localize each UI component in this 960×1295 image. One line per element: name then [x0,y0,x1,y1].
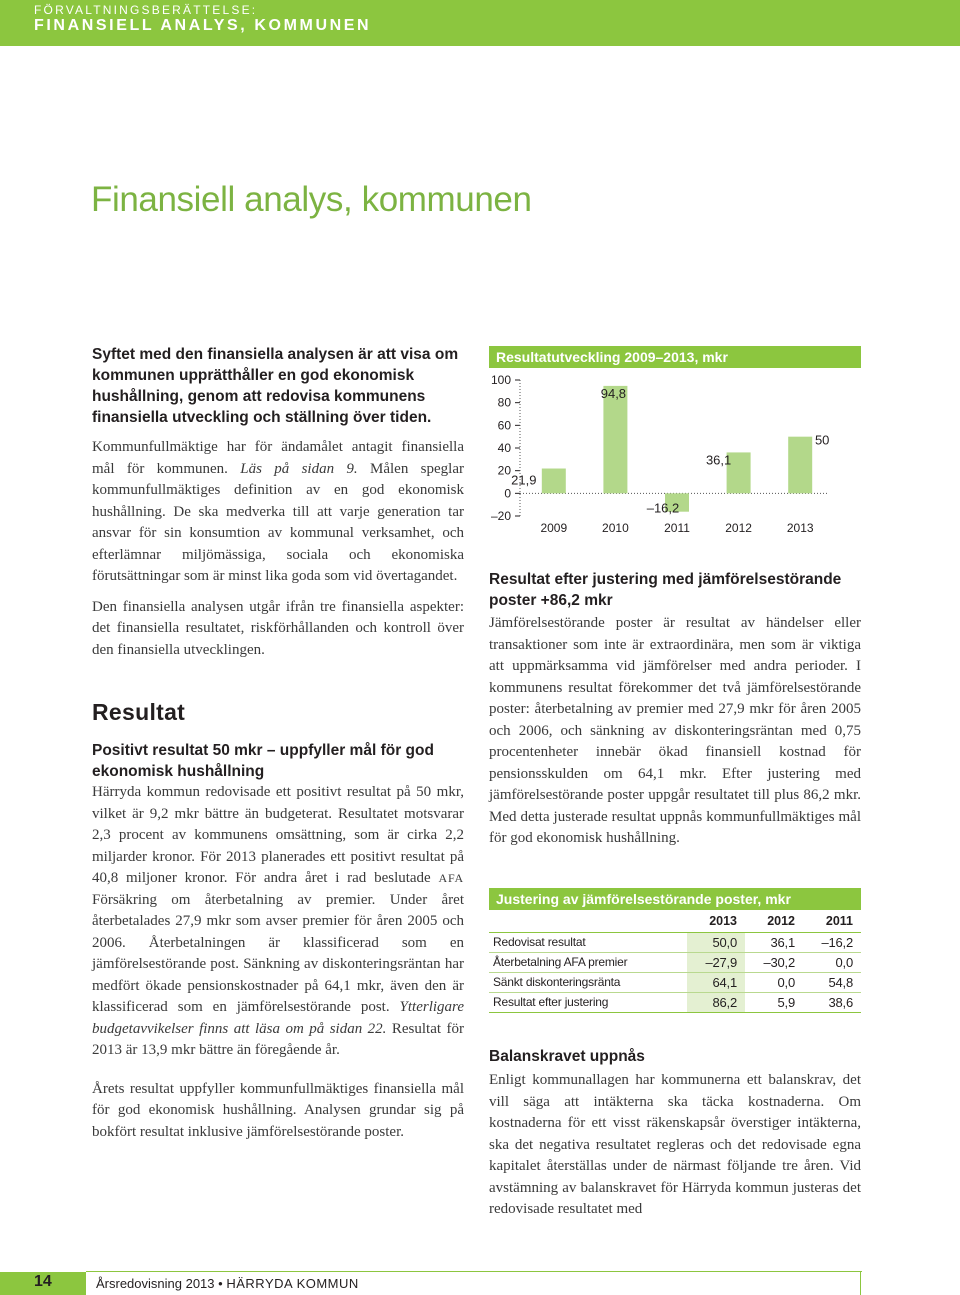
value-label: –16,2 [646,500,680,516]
cell-value: –27,9 [687,952,745,972]
row-label: Resultat efter justering [489,992,687,1012]
left-column [92,344,464,1143]
afa-abbreviation: AFA [438,871,464,885]
aspects-paragraph: Den finansiella analysen utgår ifrån tre finansiella aspekter: det finansiella resultatet, riskförhållanden och kontroll över den finansiella utvecklingen. [92,598,464,658]
cell-value: 50,0 [687,932,745,952]
cell-value: 54,8 [803,972,861,992]
footer-municipality: HÄRRYDA KOMMUN [226,1276,359,1291]
table-header-2012: 2012 [745,910,803,932]
result-chart-box [489,346,861,540]
footer-report: Årsredovisning 2013 [96,1276,215,1291]
cell-value: 0,0 [803,952,861,972]
x-tick-label: 2011 [664,521,690,535]
bar-2013 [788,437,812,494]
table-header-row [489,910,861,932]
cell-value: 86,2 [687,992,745,1012]
cell-value: –16,2 [803,932,861,952]
table-row [489,952,861,972]
x-tick-label: 2009 [540,521,568,535]
x-tick-label: 2013 [786,521,814,535]
footer-separator: • [218,1276,223,1291]
intro-text-b: Målen speglar kommunfullmäktiges definition av en god ekonomisk hushållning. De ska medverka till att varje generation tar ansvar för sin konsumtion av kommunal verksamhet, och efterlämnar miljömässiga, sociala och ekonomiska förutsättningar som är minst lika goda som vid övertagandet. [92,460,464,584]
budget-reference: Ytterligare budgetavvikelser finns att läsa om på sidan 22. [92,999,464,1037]
intro-text-a: Kommunfullmäktige har för ändamålet antagit finansiella mål för kommunen. [92,439,464,477]
footer-end-rule [860,1272,861,1295]
intro-paragraph [92,437,464,588]
table-header-blank [489,910,687,932]
row-label: Redovisat resultat [489,932,687,952]
cell-value: 36,1 [745,932,803,952]
result-text-b: Försäkring om återbetalning av premier. Under året återbetalades 27,9 mkr som avser premier för åren 2005 och 2006. Återbetalningen är klassificerad som en jämförelsestörande post. Sänkning av diskonteringsräntan har medfört ökade pensionskostnader på 64,1 mkr, även den är klassificerad som en jämförelsestörande post. [92,891,464,1015]
adjusted-result-paragraph: Jämförelsestörande poster är resultat av händelser eller transaktioner som inte är extraordinära, men som är viktiga att uppmärksamma vid jämförelser med andra perioder. I kommunens resultat förekommer det två jämförelsestörande poster: återbetalning av premier med 27,9 mkr för åren 2005 och 2006, och sänkning av diskonteringsräntan med 0,75 procentenheter innebär ökad finansiell kostnad för pensionsskulden om 64,1 mkr. Efter justering med jämförelsestörande poster uppgår resultatet till plus 86,2 mkr. Med detta justerade resultat uppnås kommunfullmäktiges mål för god ekonomisk hushållning. [489,615,861,846]
value-label: 36,1 [705,452,732,468]
table-row [489,972,861,992]
page-reference: Läs på sidan 9. [240,460,358,477]
x-tick-label: 2010 [602,521,629,535]
right-column-top [489,569,861,850]
bar-2009 [542,469,566,494]
value-label: 50 [814,432,830,448]
cell-value: 0,0 [745,972,803,992]
y-tick-label: –20 [490,509,511,523]
table-header-2011: 2011 [803,910,861,932]
row-label: Sänkt diskonteringsränta [489,972,687,992]
header-title: FINANSIELL ANALYS, KOMMUNEN [34,17,372,34]
section-heading-resultat: Resultat [92,699,186,725]
y-tick-label: 60 [497,418,511,433]
table-title: Justering av jämförelsestörande poster, mkr [489,888,861,910]
row-label: Återbetalning AFA premier [489,952,687,972]
result-paragraph [92,782,464,1062]
cell-value: 38,6 [803,992,861,1012]
page-number: 14 [34,1273,52,1290]
bar-2010 [600,385,627,493]
y-tick-label: 20 [497,463,511,478]
subheading-positive-result: Positivt resultat 50 mkr – uppfyller mål för god ekonomisk hushållning [92,742,434,780]
balance-paragraph: Enligt kommunallagen har kommunerna ett balanskrav, det vill säga att intäkterna ska täcka kostnaderna. Om kostnaderna för ett visst räkenskapsår överstiger intäkterna, ska det negativa resultatet regleras och det redovisade egna kapitalet återställas under de närmast följande tre åren. Vid avstämning av balanskravet för Härryda kommun justeras det redovisade resultatet med [489,1072,861,1217]
result-text-a: Härryda kommun redovisade ett positivt resultat på 50 mkr, vilket är 9,2 mkr bättre än budgeterat. Resultatet motsvarar 2,3 procent av kommunens omsättning, som är cirka 2,2 miljarder kronor. För 2013 planerades ett positivt resultat på 40,8 miljoner kronor. För andra året i rad beslutade [92,784,464,886]
table-row [489,932,861,952]
result-text-c: Resultat för 2013 är 13,9 mkr bättre än föregående år. [92,1020,464,1058]
value-label: 94,8 [600,385,627,401]
adjustment-table-box [489,888,861,1013]
table-row [489,992,861,1012]
adjustment-table [489,910,861,1013]
page-title: Finansiell analys, kommunen [91,180,532,219]
x-tick-label: 2012 [725,521,752,535]
lead-paragraph: Syftet med den finansiella analysen är att visa om kommunen upprätthåller en god ekonomisk hushållning, genom att redovisa kommunens finansiella utveckling och ställning över tiden. [92,346,459,426]
cell-value: –30,2 [745,952,803,972]
value-label: 21,9 [511,472,537,488]
y-tick-label: 40 [497,441,511,455]
subheading-balance-requirement: Balanskravet uppnås [489,1048,645,1065]
right-column-bottom [489,1046,861,1221]
cell-value: 64,1 [687,972,745,992]
chart-title: Resultatutveckling 2009–2013, mkr [489,346,861,368]
cell-value: 5,9 [745,992,803,1012]
y-tick-label: 100 [490,373,511,387]
y-tick-label: 0 [504,486,511,501]
footer-rule [86,1271,862,1272]
conclusion-paragraph: Årets resultat uppfyller kommunfullmäktiges finansiella mål för god ekonomisk hushållning. Analysen grundar sig på bokfört resultat inklusive jämförelsestörande poster. [92,1080,464,1140]
subheading-adjusted-result: Resultat efter justering med jämförelsestörande poster +86,2 mkr [489,571,842,609]
result-chart [489,368,861,540]
footer-text [96,1276,359,1291]
header-kicker: FÖRVALTNINGSBERÄTTELSE: [34,3,258,17]
y-tick-label: 80 [497,395,511,410]
table-header-2013: 2013 [687,910,745,932]
